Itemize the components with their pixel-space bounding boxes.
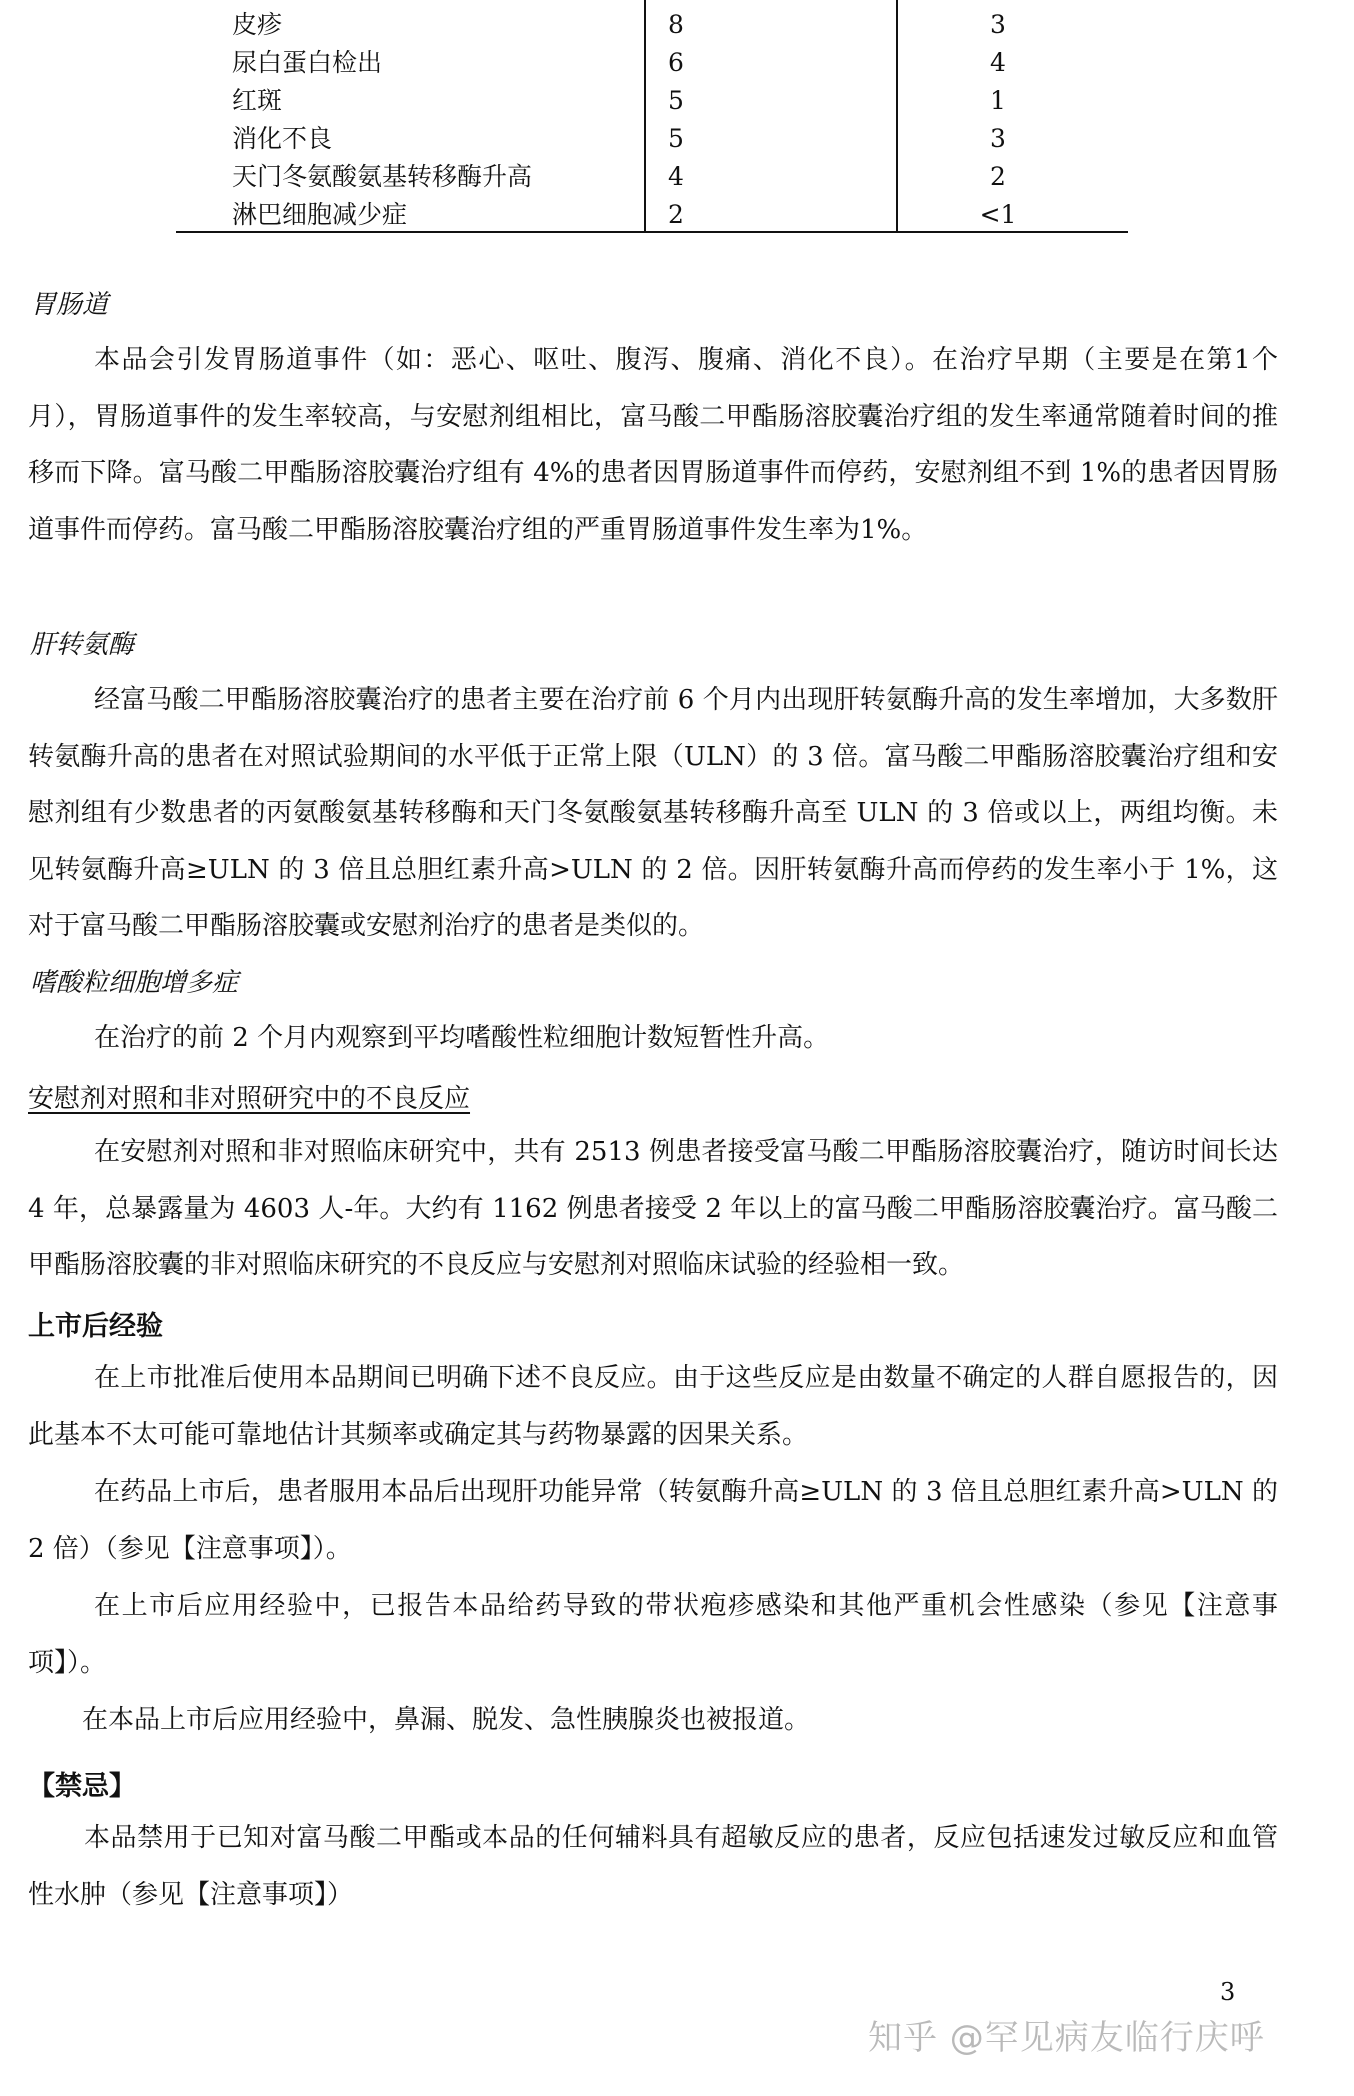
table-row bbox=[176, 120, 1128, 158]
table-cell-name: 尿白蛋白检出 bbox=[232, 48, 383, 77]
table-cell-value: 2 bbox=[668, 200, 684, 229]
table-cell-value: 5 bbox=[668, 124, 684, 153]
table-row bbox=[176, 82, 1128, 120]
paragraph-liver: 经富马酸二甲酯肠溶胶囊治疗的患者主要在治疗前 6 个月内出现肝转氨酶升高的发生率增加，大多数肝转氨酶升高的患者在对照试验期间的水平低于正常上限（ULN）的 3 倍。富马酸二甲酯肠溶胶囊治疗组和安慰剂组有少数患者的丙氨酸氨基转移酶和天门冬氨酸氨基转移酶升高至 ULN 的 3 倍或以上，两组均衡。未见转氨酶升高≥ULN 的 3 倍且总胆红素升高>ULN 的 2 倍。因肝转氨酶升高而停药的发生率小于 1%，这对于富马酸二甲酯肠溶胶囊或安慰剂治疗的患者是类似的。 bbox=[28, 685, 1278, 941]
section-heading-eosinophilia: 嗜酸粒细胞增多症 bbox=[30, 968, 239, 998]
table-cell-value: 8 bbox=[668, 10, 684, 39]
table-cell-name: 消化不良 bbox=[232, 124, 333, 153]
table-cell-name: 皮疹 bbox=[232, 10, 283, 39]
section-heading-contraindications: 【禁忌】 bbox=[28, 1771, 136, 1802]
table-cell-value: 3 bbox=[990, 124, 1006, 153]
table-cell-value: 4 bbox=[990, 48, 1006, 77]
paragraph-postmarketing-1: 在上市批准后使用本品期间已明确下述不良反应。由于这些反应是由数量不确定的人群自愿报告的，因此基本不太可能可靠地估计其频率或确定其与药物暴露的因果关系。 bbox=[28, 1363, 1278, 1450]
table-cell-value: <1 bbox=[979, 200, 1017, 229]
paragraph-gi: 本品会引发胃肠道事件（如：恶心、呕吐、腹泻、腹痛、消化不良）。在治疗早期（主要是在第1个月），胃肠道事件的发生率较高，与安慰剂组相比，富马酸二甲酯肠溶胶囊治疗组的发生率通常随着时间的推移而下降。富马酸二甲酯肠溶胶囊治疗组有 4%的患者因胃肠道事件而停药，安慰剂组不到 1%的患者因胃肠道事件而停药。富马酸二甲酯肠溶胶囊治疗组的严重胃肠道事件发生率为1%。 bbox=[28, 345, 1278, 545]
section-heading-placebo: 安慰剂对照和非对照研究中的不良反应 bbox=[28, 1084, 471, 1114]
section-heading-postmarketing: 上市后经验 bbox=[28, 1311, 163, 1342]
paragraph-eosinophilia: 在治疗的前 2 个月内观察到平均嗜酸性粒细胞计数短暂性升高。 bbox=[94, 1023, 830, 1053]
table-cell-value: 2 bbox=[990, 162, 1006, 191]
table-row bbox=[176, 196, 1128, 234]
table-cell-name: 红斑 bbox=[232, 86, 283, 115]
section-heading-gi: 胃肠道 bbox=[30, 290, 109, 320]
adverse-reaction-table bbox=[176, 0, 1128, 236]
paragraph-postmarketing-4: 在本品上市后应用经验中，鼻漏、脱发、急性胰腺炎也被报道。 bbox=[82, 1705, 811, 1735]
table-row bbox=[176, 158, 1128, 196]
paragraph-contraindications: 本品禁用于已知对富马酸二甲酯或本品的任何辅料具有超敏反应的患者，反应包括速发过敏反应和血管性水肿（参见【注意事项】） bbox=[28, 1823, 1278, 1910]
section-heading-liver: 肝转氨酶 bbox=[30, 630, 135, 660]
table-cell-name: 淋巴细胞减少症 bbox=[232, 200, 408, 229]
table-row bbox=[176, 6, 1128, 44]
table-cell-value: 3 bbox=[990, 10, 1006, 39]
paragraph-postmarketing-2: 在药品上市后，患者服用本品后出现肝功能异常（转氨酶升高≥ULN 的 3 倍且总胆红素升高>ULN 的 2 倍）（参见【注意事项】）。 bbox=[28, 1477, 1278, 1564]
paragraph-placebo: 在安慰剂对照和非对照临床研究中，共有 2513 例患者接受富马酸二甲酯肠溶胶囊治疗，随访时间长达 4 年，总暴露量为 4603 人-年。大约有 1162 例患者接受 2 年以上的富马酸二甲酯肠溶胶囊治疗。富马酸二甲酯肠溶胶囊的非对照临床研究的不良反应与安慰剂对照临床试验的经验相一致。 bbox=[28, 1137, 1278, 1280]
paragraph-postmarketing-3: 在上市后应用经验中，已报告本品给药导致的带状疱疹感染和其他严重机会性感染（参见【注意事项】）。 bbox=[28, 1591, 1278, 1678]
table-cell-value: 4 bbox=[668, 162, 684, 191]
page-number: 3 bbox=[1220, 1978, 1236, 2006]
table-cell-value: 6 bbox=[668, 48, 684, 77]
watermark: 知乎 @罕见病友临行庆呼 bbox=[868, 2018, 1265, 2058]
table-cell-name: 天门冬氨酸氨基转移酶升高 bbox=[232, 162, 533, 191]
table-cell-value: 5 bbox=[668, 86, 684, 115]
table-row bbox=[176, 44, 1128, 82]
table-cell-value: 1 bbox=[990, 86, 1006, 115]
